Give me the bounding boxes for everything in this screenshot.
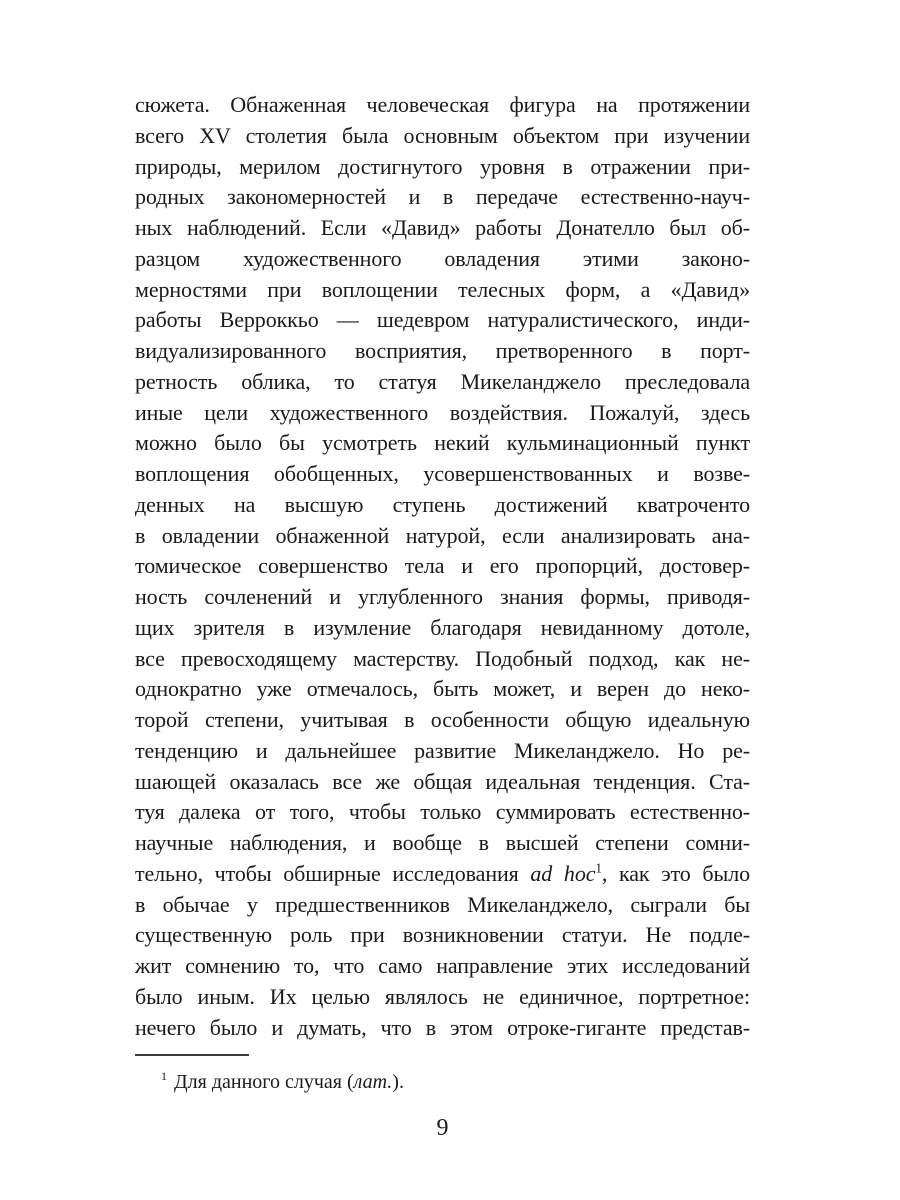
- text-line: родных закономерностей и в передаче естественно-науч-: [135, 184, 750, 210]
- footnote: [135, 1068, 750, 1096]
- text-line-with-latin: [135, 859, 750, 890]
- text-line: было иным. Их целью являлось не единичное, портретное:: [135, 983, 750, 1009]
- text-line: в обычае у предшественников Микеланджело, сыграли бы: [135, 891, 750, 917]
- text-line: торой степени, учитывая в особенности общую идеальную: [135, 707, 750, 732]
- page-number: 9: [436, 1115, 449, 1141]
- text-line: можно было бы усмотреть некий кульминационный пункт: [135, 430, 750, 456]
- text-line: ретность облика, то статуя Микеланджело преследовала: [135, 368, 750, 394]
- text-line: всего XV столетия была основным объектом при изучении: [135, 122, 750, 148]
- text-line: ных наблюдений. Если «Давид» работы Донателло был об-: [135, 215, 750, 240]
- text-line: шающей оказалась все же общая идеальная тенденция. Ста-: [135, 768, 750, 794]
- text-line: денных на высшую ступень достижений кватроченто: [135, 491, 750, 517]
- text-segment: , как это было: [601, 860, 750, 886]
- text-line: мерностями при воплощении телесных форм, а «Давид»: [135, 276, 750, 302]
- text-line: все превосходящему мастерству. Подобный подход, как не-: [135, 645, 750, 671]
- text-line: видуализированного восприятия, претворенного в порт-: [135, 338, 750, 363]
- text-line: работы Верроккьо — шедевром натуралистического, инди-: [135, 307, 750, 333]
- footnote-text-end: ).: [392, 1071, 404, 1093]
- text-line: существенную роль при возникновении статуи. Не подле-: [135, 922, 750, 948]
- footnote-marker: 1: [161, 1069, 167, 1084]
- text-line: туя далека от того, чтобы только суммировать естественно-: [135, 799, 750, 825]
- footnote-ref: 1: [595, 860, 602, 876]
- text-line: ность сочленений и углубленного знания формы, приводя-: [135, 584, 750, 609]
- footnote-text: Для данного случая (: [174, 1071, 354, 1093]
- text-line: сюжета. Обнаженная человеческая фигура на протяжении: [135, 92, 750, 117]
- footnote-divider: [135, 1054, 249, 1056]
- text-line: иные цели художественного воздействия. Пожалуй, здесь: [135, 399, 750, 425]
- text-line: тенденцию и дальнейшее развитие Микеланджело. Но ре-: [135, 737, 750, 763]
- text-line: в овладении обнаженной натурой, если анализировать ана-: [135, 522, 750, 548]
- text-line: научные наблюдения, и вообще в высшей степени сомни-: [135, 830, 750, 855]
- latin-phrase: ad hoc: [530, 860, 596, 886]
- latin-abbrev: лат.: [353, 1071, 393, 1093]
- text-line: природы, мерилом достигнутого уровня в отражении при-: [135, 153, 750, 179]
- text-line: щих зрителя в изумление благодаря невиданному дотоле,: [135, 614, 750, 640]
- text-line: жит сомнению то, что само направление этих исследований: [135, 953, 750, 978]
- text-segment: тельно, чтобы обширные исследования: [135, 860, 531, 886]
- text-line: разцом художественного овладения этими законо-: [135, 245, 750, 271]
- text-line: нечего было и думать, что в этом отроке-гиганте представ-: [135, 1014, 750, 1040]
- body-text: [135, 90, 750, 1043]
- text-line: однократно уже отмечалось, быть может, и верен до неко-: [135, 676, 750, 702]
- text-line: томическое совершенство тела и его пропорций, достовер-: [135, 553, 750, 579]
- text-line: воплощения обобщенных, усовершенствованных и возве-: [135, 461, 750, 486]
